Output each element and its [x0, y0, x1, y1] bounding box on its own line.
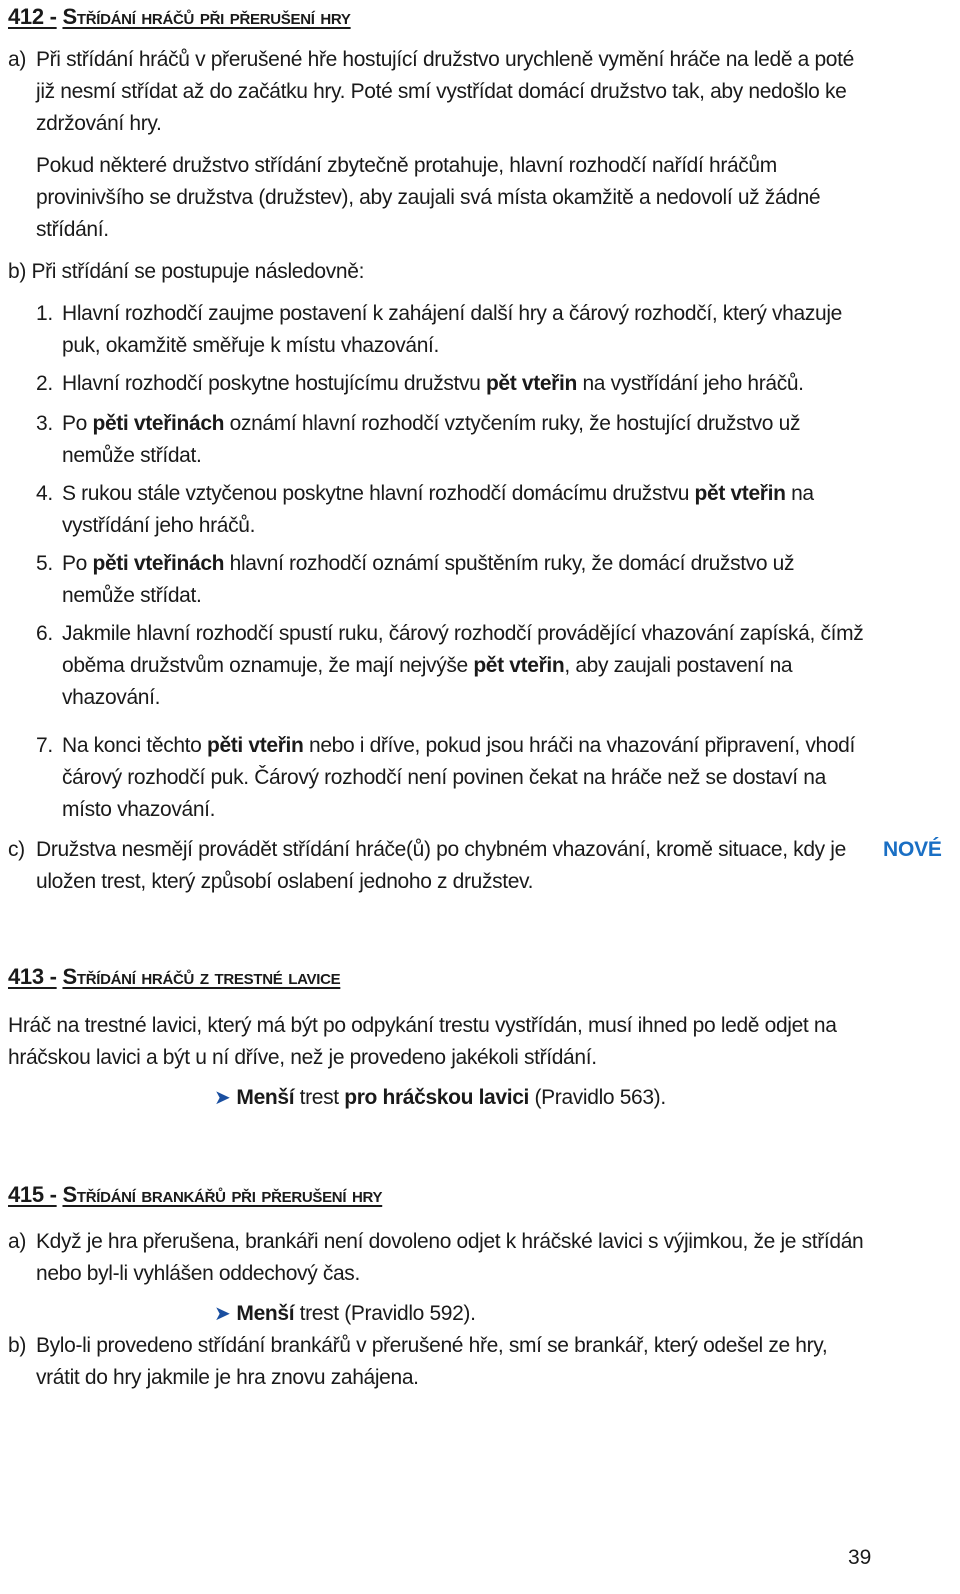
section-413-penalty [214, 1082, 666, 1114]
step-text [62, 548, 872, 612]
step-text [62, 408, 872, 472]
section-415-title: Střídání brankářů při přerušení hry [62, 1182, 383, 1207]
section-413-penalty-mid: trest [294, 1086, 345, 1109]
section-413-penalty-bench: pro hráčskou lavici [344, 1086, 530, 1109]
section-415-b-label: b) [8, 1334, 26, 1357]
section-415-penalty-rest: trest (Pravidlo 592). [294, 1302, 476, 1325]
step-text-pre: Po [62, 552, 93, 575]
section-413-text: Hráč na trestné lavici, který má být po odpykání trestu vystřídán, musí ihned po ledě odjet na hráčskou lavici a být u ní dříve, než je provedeno jakékoli střídání. [8, 1014, 837, 1069]
section-415-number: 415 - [8, 1182, 57, 1207]
step-text-post: hlavní rozhodčí oznámí spuštěním ruky, že domácí družstvo už nemůže střídat. [62, 552, 795, 607]
section-413-title: Střídání hráčů z trestné lavice [62, 964, 341, 989]
section-412-number: 412 - [8, 4, 57, 29]
section-412-heading [8, 4, 351, 30]
step-text-bold: pěti vteřinách [92, 412, 225, 435]
step-text [62, 618, 872, 714]
section-412-c-text: Družstva nesmějí provádět střídání hráče(ů) po chybném vhazování, kromě situace, kdy je uložen trest, který způsobí oslabení jednoho z družstev. [36, 838, 846, 893]
step-text-pre: Hlavní rozhodčí poskytne hostujícímu družstvu [62, 372, 486, 395]
step-text-pre: Po [62, 412, 93, 435]
section-412-a-text2: Pokud některé družstvo střídání zbytečně protahuje, hlavní rozhodčí nařídí hráčům provinivšího se družstva (družstev), aby zaujali svá místa okamžitě a nedovolí už žádné střídání. [36, 154, 821, 241]
section-415-a-text: Když je hra přerušena, brankáři není dovoleno odjet k hráčské lavici s výjimkou, že je střídán nebo byl-li vyhlášen oddechový čas. [36, 1230, 864, 1285]
arrow-right-icon: ➤ [214, 1303, 231, 1325]
step-number: 6. [36, 622, 53, 645]
section-412-title: Střídání hráčů při přerušení hry [62, 4, 351, 29]
step-text [62, 298, 872, 362]
step-text-pre: Na konci těchto [62, 734, 207, 757]
step-text-post: oznámí hlavní rozhodčí vztyčením ruky, že hostující družstvo už nemůže střídat. [62, 412, 801, 467]
step-text-bold: pěti vteřin [206, 734, 304, 757]
step-number: 7. [36, 734, 53, 757]
new-badge: NOVÉ [883, 838, 942, 861]
step-number: 3. [36, 412, 53, 435]
step-text-pre: S rukou stále vztyčenou poskytne hlavní rozhodčí domácímu družstvu [62, 482, 695, 505]
page-number: 39 [848, 1546, 872, 1569]
step-text-post: , aby zaujali postavení na vhazování. [62, 654, 793, 709]
step-text-post: na vystřídání jeho hráčů. [576, 372, 804, 395]
section-415-b-text: Bylo-li provedeno střídání brankářů v přerušené hře, smí se brankář, který odešel ze hry, vrátit do hry jakmile je hra znovu zahájena. [36, 1334, 828, 1389]
step-number: 2. [36, 372, 53, 395]
section-412-b-intro: b) Při střídání se postupuje následovně: [8, 260, 365, 283]
section-412-c-label: c) [8, 838, 25, 861]
section-412-a-label: a) [8, 48, 26, 71]
section-415-penalty [214, 1298, 476, 1330]
step-text-bold: pěti vteřinách [92, 552, 225, 575]
step-text [62, 368, 872, 400]
arrow-right-icon: ➤ [214, 1087, 231, 1109]
section-413-number: 413 - [8, 964, 57, 989]
step-number: 4. [36, 482, 53, 505]
step-text [62, 730, 872, 826]
step-text-pre: Jakmile hlavní rozhodčí spustí ruku, čárový rozhodčí provádějící vhazování zapíská, čímž oběma družstvům oznamuje, že mají nejvýše [62, 622, 864, 677]
section-413-penalty-minor: Menší [236, 1086, 295, 1109]
section-415-penalty-minor: Menší [236, 1302, 295, 1325]
step-text-bold: pět vteřin [485, 372, 577, 395]
step-text-post: nebo i dříve, pokud jsou hráči na vhazování připravení, vhodí čárový rozhodčí puk. Čárový rozhodčí není povinen čekat na hráče než se dostaví na místo vhazování. [62, 734, 855, 821]
step-text [62, 478, 872, 542]
step-text-pre: Hlavní rozhodčí zaujme postavení k zahájení další hry a čárový rozhodčí, který vhazuje puk, okamžitě směřuje k místu vhazování. [62, 302, 842, 357]
section-413-penalty-rule: (Pravidlo 563). [529, 1086, 666, 1109]
section-413-heading [8, 964, 340, 990]
step-text-bold: pět vteřin [473, 654, 565, 677]
step-number: 1. [36, 302, 53, 325]
section-415-heading [8, 1182, 382, 1208]
step-number: 5. [36, 552, 53, 575]
section-412-a-text: Při střídání hráčů v přerušené hře hostující družstvo urychleně vymění hráče na ledě a poté již nesmí střídat až do začátku hry. Poté smí vystřídat domácí družstvo tak, aby nedošlo ke zdržování hry. [36, 48, 854, 135]
section-415-a-label: a) [8, 1230, 26, 1253]
step-text-bold: pět vteřin [694, 482, 786, 505]
step-text-post: na vystřídání jeho hráčů. [62, 482, 814, 537]
